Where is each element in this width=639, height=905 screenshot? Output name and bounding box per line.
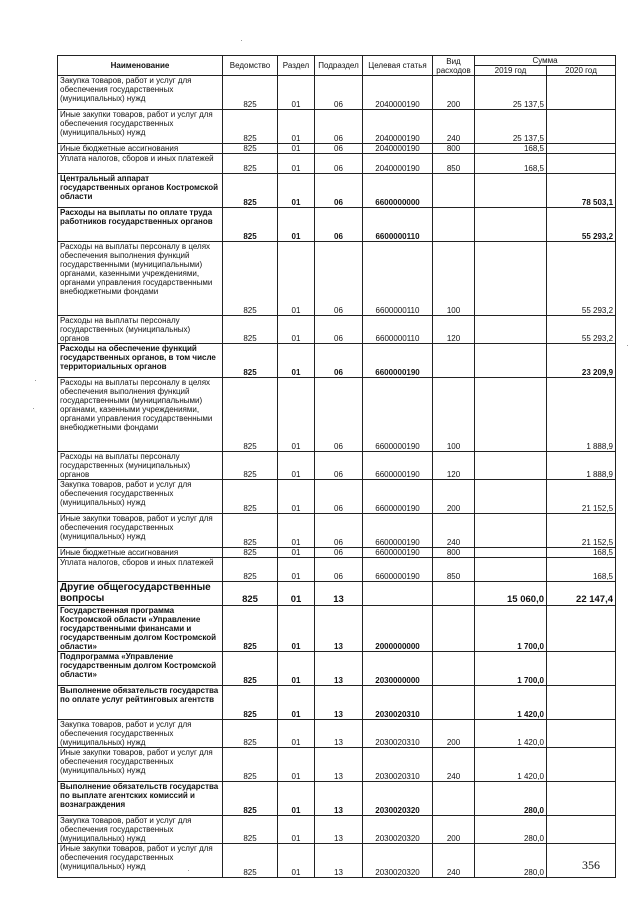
row-dept: 825	[223, 110, 278, 144]
row-sum-2019	[475, 514, 547, 548]
row-dept: 825	[223, 174, 278, 208]
table-row	[58, 344, 616, 378]
row-dept: 825	[223, 378, 278, 452]
table-row	[58, 452, 616, 480]
row-target: 6600000190	[363, 452, 433, 480]
row-sum-2020: 55 293,2	[547, 242, 616, 316]
row-exp-type	[433, 344, 475, 378]
row-target: 6600000190	[363, 480, 433, 514]
row-sum-2020: 21 152,5	[547, 480, 616, 514]
table-row	[58, 154, 616, 174]
row-exp-type: 100	[433, 378, 475, 452]
header-target: Целевая статья	[363, 56, 433, 76]
table-row	[58, 242, 616, 316]
row-sum-2020	[547, 748, 616, 782]
row-target: 2030020310	[363, 686, 433, 720]
row-exp-type: 200	[433, 720, 475, 748]
row-exp-type: 100	[433, 242, 475, 316]
row-sum-2020: 55 293,2	[547, 208, 616, 242]
row-name: Уплата налогов, сборов и иных платежей	[58, 558, 223, 582]
row-name: Иные закупки товаров, работ и услуг для обеспечения государственных (муниципальных) нужд	[58, 110, 223, 144]
row-target: 2030020310	[363, 748, 433, 782]
table-row	[58, 606, 616, 652]
row-subsection: 06	[315, 548, 363, 558]
row-dept: 825	[223, 844, 278, 878]
table-row	[58, 844, 616, 878]
table-row	[58, 208, 616, 242]
page-number: 356	[582, 858, 600, 872]
scan-speck	[35, 380, 36, 381]
row-exp-type: 120	[433, 316, 475, 344]
table-row	[58, 316, 616, 344]
row-dept: 825	[223, 514, 278, 548]
row-exp-type: 800	[433, 548, 475, 558]
row-section: 01	[278, 76, 315, 110]
table-row	[58, 652, 616, 686]
row-name: Расходы на выплаты по оплате труда работников государственных органов	[58, 208, 223, 242]
row-target: 6600000110	[363, 208, 433, 242]
row-sum-2019: 1 420,0	[475, 720, 547, 748]
row-sum-2020	[547, 76, 616, 110]
row-subsection: 13	[315, 606, 363, 652]
row-sum-2019	[475, 452, 547, 480]
row-section: 01	[278, 480, 315, 514]
table-row	[58, 76, 616, 110]
row-target: 2040000190	[363, 154, 433, 174]
row-name: Выполнение обязательств государства по оплате услуг рейтинговых агентств	[58, 686, 223, 720]
header-dept: Ведомство	[223, 56, 278, 76]
row-sum-2019: 280,0	[475, 782, 547, 816]
row-exp-type	[433, 782, 475, 816]
table-row	[58, 748, 616, 782]
row-target: 2030020320	[363, 816, 433, 844]
row-dept: 825	[223, 144, 278, 154]
row-dept: 825	[223, 606, 278, 652]
table-row	[58, 558, 616, 582]
scan-speck	[627, 345, 628, 346]
row-dept: 825	[223, 748, 278, 782]
row-subsection: 13	[315, 720, 363, 748]
row-subsection: 13	[315, 782, 363, 816]
row-subsection: 13	[315, 748, 363, 782]
header-subsection: Подраздел	[315, 56, 363, 76]
row-sum-2020	[547, 606, 616, 652]
table-row	[58, 110, 616, 144]
row-subsection: 06	[315, 144, 363, 154]
row-section: 01	[278, 174, 315, 208]
row-name: Расходы на выплаты персоналу государственных (муниципальных) органов	[58, 452, 223, 480]
row-dept: 825	[223, 452, 278, 480]
row-sum-2020: 1 888,9	[547, 452, 616, 480]
row-subsection: 06	[315, 452, 363, 480]
row-target: 2030000000	[363, 652, 433, 686]
row-sum-2019: 1 420,0	[475, 686, 547, 720]
row-sum-2019: 168,5	[475, 144, 547, 154]
scan-speck	[188, 870, 189, 871]
row-subsection: 06	[315, 316, 363, 344]
row-section: 01	[278, 606, 315, 652]
row-sum-2020	[547, 844, 616, 878]
row-subsection: 06	[315, 110, 363, 144]
row-subsection: 13	[315, 686, 363, 720]
row-subsection: 06	[315, 174, 363, 208]
row-sum-2019: 1 700,0	[475, 652, 547, 686]
row-dept: 825	[223, 816, 278, 844]
row-subsection: 06	[315, 344, 363, 378]
row-sum-2019	[475, 548, 547, 558]
header-sum: Сумма	[475, 56, 616, 66]
row-subsection: 13	[315, 816, 363, 844]
row-target: 6600000190	[363, 548, 433, 558]
row-subsection: 06	[315, 378, 363, 452]
row-sum-2020: 22 147,4	[547, 582, 616, 606]
row-dept: 825	[223, 558, 278, 582]
row-target: 6600000110	[363, 242, 433, 316]
row-name: Расходы на выплаты персоналу в целях обеспечения выполнения функций государственными (муниципальными) органами, казенными учреждениями, органами управления государственными внебюджетными фондами	[58, 242, 223, 316]
table-row	[58, 174, 616, 208]
row-section: 01	[278, 110, 315, 144]
row-sum-2019	[475, 174, 547, 208]
row-section: 01	[278, 316, 315, 344]
row-name: Иные закупки товаров, работ и услуг для обеспечения государственных (муниципальных) нужд	[58, 844, 223, 878]
row-sum-2019: 280,0	[475, 844, 547, 878]
row-dept: 825	[223, 686, 278, 720]
row-name: Закупка товаров, работ и услуг для обеспечения государственных (муниципальных) нужд	[58, 816, 223, 844]
row-dept: 825	[223, 242, 278, 316]
table-row	[58, 582, 616, 606]
row-sum-2019	[475, 208, 547, 242]
row-section: 01	[278, 344, 315, 378]
row-target: 2030020320	[363, 844, 433, 878]
row-name: Подпрограмма «Управление государственным долгом Костромской области»	[58, 652, 223, 686]
row-section: 01	[278, 782, 315, 816]
row-name: Иные закупки товаров, работ и услуг для обеспечения государственных (муниципальных) нужд	[58, 514, 223, 548]
row-dept: 825	[223, 344, 278, 378]
row-dept: 825	[223, 582, 278, 606]
row-target: 2030020320	[363, 782, 433, 816]
row-section: 01	[278, 208, 315, 242]
table-header	[58, 56, 616, 76]
row-sum-2019: 1 700,0	[475, 606, 547, 652]
row-sum-2019: 168,5	[475, 154, 547, 174]
row-section: 01	[278, 154, 315, 174]
row-name: Выполнение обязательств государства по выплате агентских комиссий и вознаграждения	[58, 782, 223, 816]
row-subsection: 13	[315, 582, 363, 606]
row-name: Иные закупки товаров, работ и услуг для обеспечения государственных (муниципальных) нужд	[58, 748, 223, 782]
row-section: 01	[278, 144, 315, 154]
row-sum-2019	[475, 480, 547, 514]
row-exp-type: 120	[433, 452, 475, 480]
row-name: Государственная программа Костромской области «Управление государственными финансами и государственным долгом Костромской области»	[58, 606, 223, 652]
header-year-2020: 2020 год	[547, 66, 616, 76]
row-dept: 825	[223, 652, 278, 686]
row-section: 01	[278, 548, 315, 558]
row-name: Уплата налогов, сборов и иных платежей	[58, 154, 223, 174]
row-subsection: 06	[315, 208, 363, 242]
row-target: 6600000190	[363, 344, 433, 378]
row-exp-type: 240	[433, 844, 475, 878]
row-name: Расходы на обеспечение функций государственных органов, в том числе территориальных органов	[58, 344, 223, 378]
row-sum-2019	[475, 242, 547, 316]
row-section: 01	[278, 686, 315, 720]
row-sum-2019	[475, 558, 547, 582]
row-section: 01	[278, 844, 315, 878]
row-sum-2019: 25 137,5	[475, 76, 547, 110]
row-sum-2020: 23 209,9	[547, 344, 616, 378]
row-name: Расходы на выплаты персоналу государственных (муниципальных) органов	[58, 316, 223, 344]
row-sum-2020	[547, 686, 616, 720]
row-target: 2040000190	[363, 110, 433, 144]
row-dept: 825	[223, 720, 278, 748]
row-exp-type: 240	[433, 748, 475, 782]
table-row	[58, 378, 616, 452]
row-sum-2019: 25 137,5	[475, 110, 547, 144]
row-subsection: 13	[315, 844, 363, 878]
row-exp-type: 240	[433, 514, 475, 548]
row-exp-type	[433, 606, 475, 652]
row-name: Закупка товаров, работ и услуг для обеспечения государственных (муниципальных) нужд	[58, 480, 223, 514]
row-exp-type: 200	[433, 480, 475, 514]
row-sum-2020	[547, 720, 616, 748]
row-sum-2019	[475, 378, 547, 452]
row-sum-2019: 1 420,0	[475, 748, 547, 782]
row-exp-type: 850	[433, 154, 475, 174]
row-section: 01	[278, 652, 315, 686]
row-sum-2020: 55 293,2	[547, 316, 616, 344]
row-sum-2020	[547, 110, 616, 144]
row-sum-2019	[475, 316, 547, 344]
row-exp-type: 850	[433, 558, 475, 582]
table-row	[58, 782, 616, 816]
row-target: 2000000000	[363, 606, 433, 652]
header-name: Наименование	[58, 56, 223, 76]
row-sum-2020	[547, 144, 616, 154]
row-section: 01	[278, 720, 315, 748]
header-year-2019: 2019 год	[475, 66, 547, 76]
row-dept: 825	[223, 480, 278, 514]
row-target: 6600000190	[363, 514, 433, 548]
row-dept: 825	[223, 782, 278, 816]
row-subsection: 06	[315, 154, 363, 174]
row-name: Иные бюджетные ассигнования	[58, 548, 223, 558]
row-target	[363, 582, 433, 606]
row-name: Другие общегосударственные вопросы	[58, 582, 223, 606]
row-exp-type	[433, 686, 475, 720]
row-exp-type	[433, 208, 475, 242]
header-exp-type: Вид расходов	[433, 56, 475, 76]
row-sum-2020: 1 888,9	[547, 378, 616, 452]
row-sum-2020: 78 503,1	[547, 174, 616, 208]
row-sum-2020: 21 152,5	[547, 514, 616, 548]
row-subsection: 06	[315, 480, 363, 514]
row-subsection: 06	[315, 76, 363, 110]
row-subsection: 06	[315, 558, 363, 582]
row-section: 01	[278, 378, 315, 452]
row-target: 2040000190	[363, 76, 433, 110]
row-target: 6600000190	[363, 558, 433, 582]
row-sum-2020: 168,5	[547, 548, 616, 558]
row-target: 6600000000	[363, 174, 433, 208]
row-sum-2019: 15 060,0	[475, 582, 547, 606]
budget-table	[57, 55, 616, 878]
row-name: Иные бюджетные ассигнования	[58, 144, 223, 154]
row-exp-type: 240	[433, 110, 475, 144]
table-row	[58, 720, 616, 748]
row-sum-2020	[547, 782, 616, 816]
row-section: 01	[278, 582, 315, 606]
row-section: 01	[278, 242, 315, 316]
row-section: 01	[278, 748, 315, 782]
row-dept: 825	[223, 548, 278, 558]
table-row	[58, 514, 616, 548]
row-name: Центральный аппарат государственных органов Костромской области	[58, 174, 223, 208]
row-dept: 825	[223, 208, 278, 242]
row-subsection: 13	[315, 652, 363, 686]
row-section: 01	[278, 514, 315, 548]
row-target: 6600000110	[363, 316, 433, 344]
row-dept: 825	[223, 76, 278, 110]
table-row	[58, 548, 616, 558]
row-sum-2020	[547, 652, 616, 686]
row-exp-type: 200	[433, 816, 475, 844]
row-subsection: 06	[315, 242, 363, 316]
row-sum-2019	[475, 344, 547, 378]
table-row	[58, 816, 616, 844]
row-section: 01	[278, 558, 315, 582]
row-dept: 825	[223, 154, 278, 174]
scan-speck	[33, 408, 34, 409]
table-body	[58, 76, 616, 878]
row-exp-type: 800	[433, 144, 475, 154]
row-exp-type	[433, 582, 475, 606]
row-dept: 825	[223, 316, 278, 344]
row-subsection: 06	[315, 514, 363, 548]
row-exp-type	[433, 652, 475, 686]
row-section: 01	[278, 816, 315, 844]
row-exp-type: 200	[433, 76, 475, 110]
header-section: Раздел	[278, 56, 315, 76]
row-sum-2019: 280,0	[475, 816, 547, 844]
table-row	[58, 144, 616, 154]
scan-speck	[241, 40, 242, 41]
row-name: Расходы на выплаты персоналу в целях обеспечения выполнения функций государственными (муниципальными) органами, казенными учреждениями, органами управления государственными внебюджетными фондами	[58, 378, 223, 452]
table-row	[58, 480, 616, 514]
row-target: 2040000190	[363, 144, 433, 154]
row-sum-2020	[547, 154, 616, 174]
row-name: Закупка товаров, работ и услуг для обеспечения государственных (муниципальных) нужд	[58, 720, 223, 748]
row-target: 2030020310	[363, 720, 433, 748]
row-section: 01	[278, 452, 315, 480]
row-exp-type	[433, 174, 475, 208]
table-row	[58, 686, 616, 720]
row-target: 6600000190	[363, 378, 433, 452]
row-sum-2020: 168,5	[547, 558, 616, 582]
row-sum-2020	[547, 816, 616, 844]
row-name: Закупка товаров, работ и услуг для обеспечения государственных (муниципальных) нужд	[58, 76, 223, 110]
